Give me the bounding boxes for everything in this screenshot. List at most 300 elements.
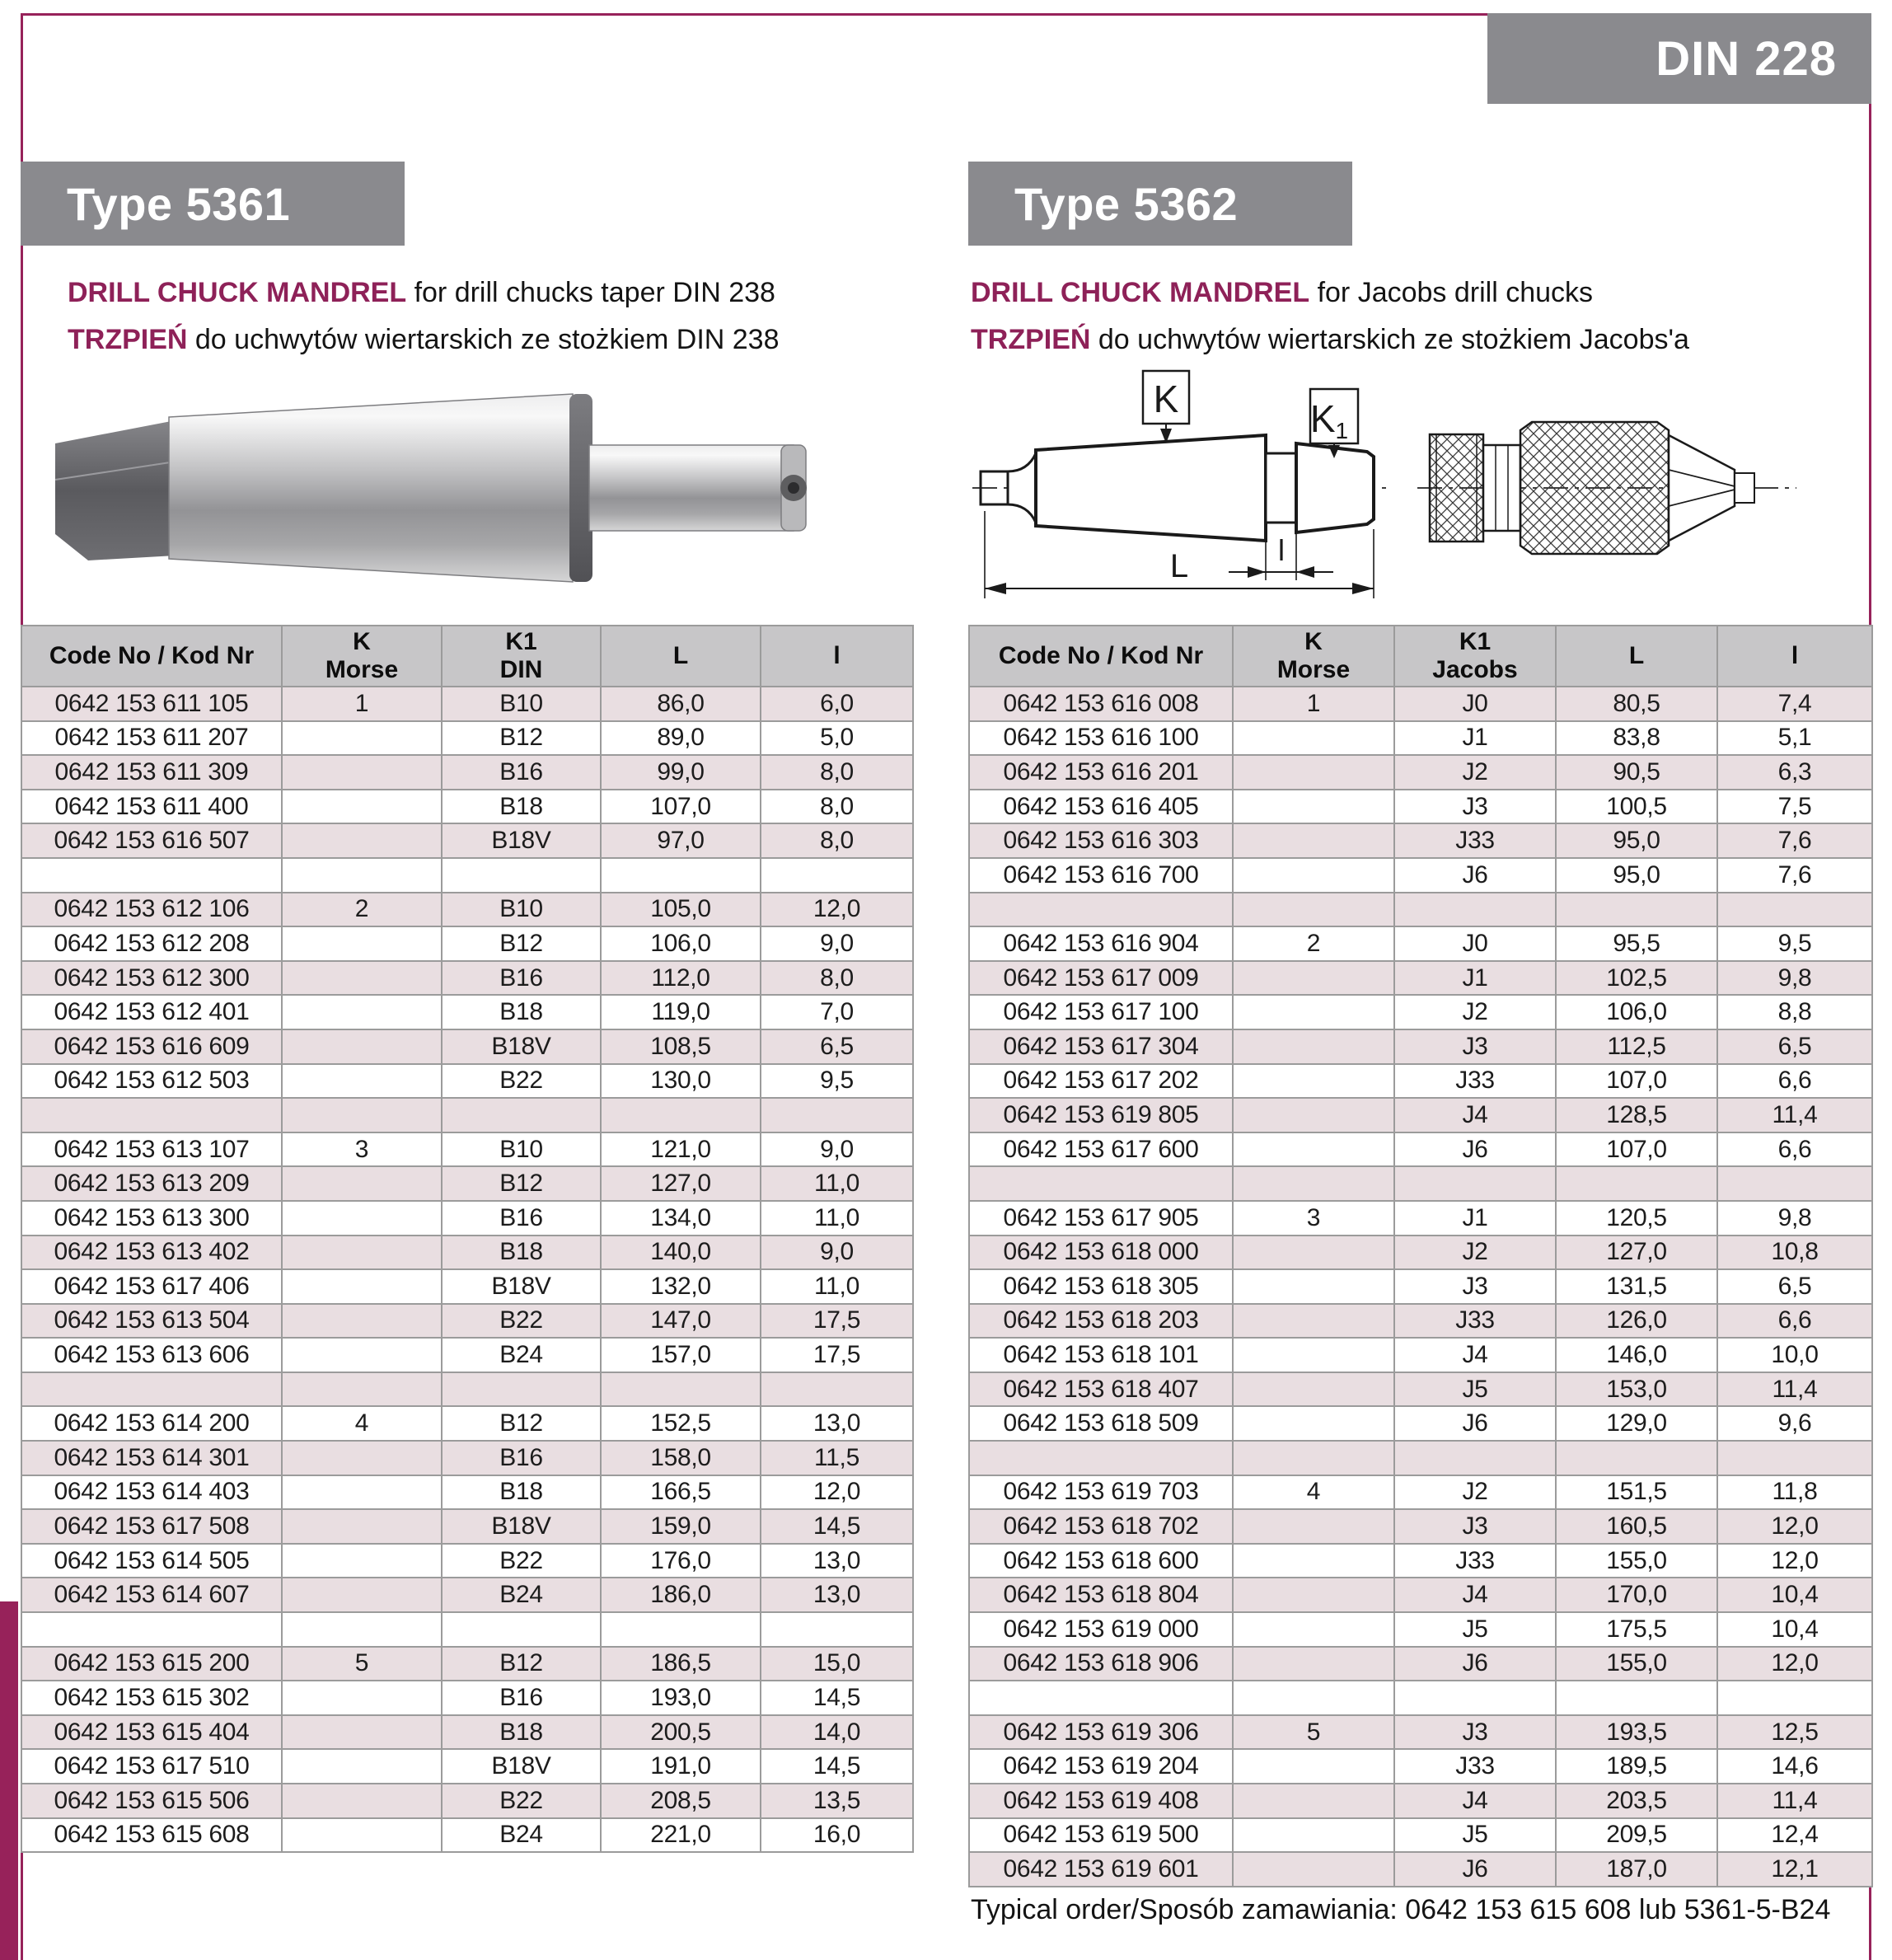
table-cell: J2 (1394, 995, 1556, 1029)
table-cell: B18V (442, 1749, 601, 1784)
table-cell: 83,8 (1556, 721, 1717, 756)
description-pl-left-rest: do uchwytów wiertarskich ze stożkiem DIN 238 (187, 324, 780, 355)
table-cell: 0642 153 616 008 (969, 687, 1233, 721)
table-cell (1233, 790, 1394, 824)
table-cell: 106,0 (1556, 995, 1717, 1029)
table-cell: J4 (1394, 1098, 1556, 1132)
table-row (969, 1406, 1872, 1441)
table-cell (1233, 1098, 1394, 1132)
table-cell (1556, 1166, 1717, 1201)
dim-l-text: l (1278, 533, 1285, 567)
table-cell (282, 1201, 442, 1236)
table-row (969, 721, 1872, 756)
table-cell: 10,4 (1717, 1578, 1872, 1612)
table-cell (1717, 893, 1872, 927)
table-cell: 13,0 (761, 1578, 913, 1612)
table-cell: 0642 153 616 904 (969, 926, 1233, 961)
table-cell: 86,0 (601, 687, 761, 721)
table-cell (601, 1372, 761, 1407)
table-cell (1233, 1612, 1394, 1647)
table-cell (1233, 1029, 1394, 1064)
table-cell: 0642 153 617 304 (969, 1029, 1233, 1064)
table-cell (282, 1372, 442, 1407)
diagram-neck (1266, 453, 1296, 523)
table-cell: 176,0 (601, 1544, 761, 1578)
table-cell: 12,5 (1717, 1715, 1872, 1750)
chuck-collar (1483, 445, 1520, 531)
table-cell (1233, 961, 1394, 996)
table-row (21, 1681, 913, 1715)
table-cell: B12 (442, 1647, 601, 1681)
table-cell: 4 (1233, 1475, 1394, 1510)
table-cell: J3 (1394, 1269, 1556, 1304)
description-en-left (68, 277, 775, 309)
table-cell (21, 858, 282, 893)
table-cell: B10 (442, 1132, 601, 1167)
table-cell: 5 (282, 1647, 442, 1681)
table-cell: 112,0 (601, 961, 761, 996)
table-cell (1394, 1681, 1556, 1715)
table-cell: B18V (442, 1509, 601, 1544)
chuck-tip (1735, 473, 1754, 503)
table-cell: 152,5 (601, 1406, 761, 1441)
table-row (969, 1475, 1872, 1510)
table-cell (601, 1612, 761, 1647)
description-en-right-rest: for Jacobs drill chucks (1309, 277, 1594, 308)
table-cell (761, 858, 913, 893)
frame-line-top (21, 13, 1487, 16)
table-cell: B22 (442, 1784, 601, 1818)
table-cell: 127,0 (601, 1166, 761, 1201)
table-row (969, 1132, 1872, 1167)
table-cell: 11,0 (761, 1166, 913, 1201)
table-cell (1233, 1338, 1394, 1372)
table-cell (282, 995, 442, 1029)
label-k (1143, 371, 1189, 443)
table-cell: B12 (442, 721, 601, 756)
table-cell: J0 (1394, 687, 1556, 721)
table-row (969, 961, 1872, 996)
description-en-right-lead: DRILL CHUCK MANDREL (971, 277, 1310, 308)
table-row (21, 721, 913, 756)
table-cell: 0642 153 612 300 (21, 961, 282, 996)
table-cell: 158,0 (601, 1441, 761, 1475)
description-pl-right-rest: do uchwytów wiertarskich ze stożkiem Jacobs'a (1090, 324, 1689, 355)
table-cell: 8,0 (761, 755, 913, 790)
table-cell: J1 (1394, 961, 1556, 996)
table-cell: 186,5 (601, 1647, 761, 1681)
table-cell (442, 858, 601, 893)
table-cell: B24 (442, 1578, 601, 1612)
column-header: Code No / Kod Nr (21, 626, 282, 687)
table-cell: 99,0 (601, 755, 761, 790)
table-cell (1233, 755, 1394, 790)
table-cell: 0642 153 615 200 (21, 1647, 282, 1681)
table-row (969, 1029, 1872, 1064)
column-header: L (1556, 626, 1717, 687)
table-row (21, 926, 913, 961)
table-cell: B18 (442, 995, 601, 1029)
table-cell: 147,0 (601, 1304, 761, 1339)
table-row (969, 1372, 1872, 1407)
table-cell: 12,4 (1717, 1818, 1872, 1853)
table-cell: 13,0 (761, 1544, 913, 1578)
table-cell: 0642 153 618 101 (969, 1338, 1233, 1372)
table-cell: 9,8 (1717, 961, 1872, 996)
table-cell (282, 721, 442, 756)
table-cell: J1 (1394, 1201, 1556, 1236)
table-cell: 0642 153 618 906 (969, 1647, 1233, 1681)
table-cell (282, 1029, 442, 1064)
table-cell: B18 (442, 1236, 601, 1270)
table-cell: 200,5 (601, 1715, 761, 1750)
table-cell: 0642 153 619 500 (969, 1818, 1233, 1853)
table-cell: 9,0 (761, 1132, 913, 1167)
table-cell: 8,8 (1717, 995, 1872, 1029)
table-row (969, 1715, 1872, 1750)
table-cell: 95,0 (1556, 858, 1717, 893)
table-cell: J33 (1394, 823, 1556, 858)
table-cell: 0642 153 618 000 (969, 1236, 1233, 1270)
table-cell: J5 (1394, 1372, 1556, 1407)
table-row (969, 1304, 1872, 1339)
table-cell (1233, 1681, 1394, 1715)
table-cell: 131,5 (1556, 1269, 1717, 1304)
table-cell: B18V (442, 1269, 601, 1304)
table-row (969, 858, 1872, 893)
table-cell (761, 1372, 913, 1407)
table-row (969, 1269, 1872, 1304)
table-cell: 14,5 (761, 1509, 913, 1544)
table-cell: B12 (442, 1406, 601, 1441)
table-cell (1556, 893, 1717, 927)
table-cell: B12 (442, 1166, 601, 1201)
table-cell (282, 823, 442, 858)
table-cell: 9,0 (761, 1236, 913, 1270)
table-row (21, 1064, 913, 1099)
table-cell: 0642 153 611 400 (21, 790, 282, 824)
table-cell: 8,0 (761, 961, 913, 996)
table-cell: 0642 153 617 009 (969, 961, 1233, 996)
table-cell: 9,8 (1717, 1201, 1872, 1236)
description-pl-left (68, 324, 780, 356)
table-cell: J2 (1394, 755, 1556, 790)
table-cell: 10,8 (1717, 1236, 1872, 1270)
table-row (21, 1338, 913, 1372)
table-cell: 209,5 (1556, 1818, 1717, 1853)
table-cell: 221,0 (601, 1818, 761, 1853)
table-cell (282, 1612, 442, 1647)
table-cell: 0642 153 619 805 (969, 1098, 1233, 1132)
column-header: l (761, 626, 913, 687)
table-cell (1233, 1544, 1394, 1578)
table-cell: 16,0 (761, 1818, 913, 1853)
table-cell (282, 1544, 442, 1578)
table-cell: 159,0 (601, 1509, 761, 1544)
table-cell: 0642 153 618 804 (969, 1578, 1233, 1612)
table-cell: 170,0 (1556, 1578, 1717, 1612)
table-cell (761, 1098, 913, 1132)
table-cell: 0642 153 616 303 (969, 823, 1233, 858)
table-row (969, 1749, 1872, 1784)
table-cell: 9,5 (1717, 926, 1872, 961)
table-cell (1233, 1441, 1394, 1475)
table-cell (282, 1475, 442, 1510)
table-row (21, 1544, 913, 1578)
column-header: K1 DIN (442, 626, 601, 687)
table-cell: 15,0 (761, 1647, 913, 1681)
table-row (21, 1509, 913, 1544)
table-cell (21, 1372, 282, 1407)
table-cell: B18 (442, 1475, 601, 1510)
table-cell: 17,5 (761, 1304, 913, 1339)
table-cell (969, 1166, 1233, 1201)
table-cell: 5 (1233, 1715, 1394, 1750)
table-cell: 189,5 (1556, 1749, 1717, 1784)
table-cell: 11,4 (1717, 1784, 1872, 1818)
table-cell: 9,5 (761, 1064, 913, 1099)
table-cell: 0642 153 617 905 (969, 1201, 1233, 1236)
table-cell: 6,6 (1717, 1132, 1872, 1167)
table-cell: 6,3 (1717, 755, 1872, 790)
table-cell: J2 (1394, 1475, 1556, 1510)
table-cell: B10 (442, 687, 601, 721)
table-cell: B16 (442, 1441, 601, 1475)
mandrel-photo-shapes (55, 394, 807, 582)
table-cell (1233, 1269, 1394, 1304)
table-cell: 17,5 (761, 1338, 913, 1372)
table-cell: 107,0 (1556, 1132, 1717, 1167)
table-cell (969, 893, 1233, 927)
table-cell (282, 1269, 442, 1304)
table-cell: 106,0 (601, 926, 761, 961)
table-cell: 80,5 (1556, 687, 1717, 721)
table-cell: J33 (1394, 1064, 1556, 1099)
table-cell: J6 (1394, 1132, 1556, 1167)
table-cell: 0642 153 619 000 (969, 1612, 1233, 1647)
table-cell: J3 (1394, 1509, 1556, 1544)
table-cell (1394, 1166, 1556, 1201)
table-cell: B18 (442, 1715, 601, 1750)
table-cell (282, 1681, 442, 1715)
table-cell: 12,0 (1717, 1544, 1872, 1578)
table-cell: 0642 153 618 600 (969, 1544, 1233, 1578)
table-cell: 0642 153 613 300 (21, 1201, 282, 1236)
table-cell (1233, 1818, 1394, 1853)
dim-l-right-arrow (1296, 566, 1314, 578)
table-row (21, 1475, 913, 1510)
diagram-stub (1296, 443, 1374, 532)
table-cell: 0642 153 612 208 (21, 926, 282, 961)
table-cell: 0642 153 618 203 (969, 1304, 1233, 1339)
table-cell: 102,5 (1556, 961, 1717, 996)
table-row (21, 790, 913, 824)
table-cell (442, 1612, 601, 1647)
table-cell (21, 1098, 282, 1132)
table-cell: 0642 153 617 202 (969, 1064, 1233, 1099)
table-cell: 3 (1233, 1201, 1394, 1236)
table-cell (1233, 1236, 1394, 1270)
table-cell: 1 (1233, 687, 1394, 721)
table-cell (1233, 1372, 1394, 1407)
table-row (21, 961, 913, 996)
table-cell: 0642 153 614 200 (21, 1406, 282, 1441)
table-row (21, 1236, 913, 1270)
table-cell (282, 1338, 442, 1372)
table-row (21, 893, 913, 927)
table-cell: 153,0 (1556, 1372, 1717, 1407)
table-cell: 14,0 (761, 1715, 913, 1750)
table-cell: 0642 153 616 405 (969, 790, 1233, 824)
table-cell: 14,5 (761, 1681, 913, 1715)
table-cell (1233, 1749, 1394, 1784)
typical-order-note: Typical order/Sposób zamawiania: 0642 153 615 608 lub 5361-5-B24 (971, 1894, 1831, 1925)
table-cell: 0642 153 614 607 (21, 1578, 282, 1612)
table-cell (1233, 823, 1394, 858)
table-cell: 0642 153 612 503 (21, 1064, 282, 1099)
chuck-diagram (1430, 422, 1754, 554)
table-cell (1233, 1304, 1394, 1339)
photo-center-hole (788, 482, 799, 494)
table-cell (1233, 1064, 1394, 1099)
column-header: l (1717, 626, 1872, 687)
table-cell: 187,0 (1556, 1852, 1717, 1887)
table-cell: 13,0 (761, 1406, 913, 1441)
column-header: K Morse (1233, 626, 1394, 687)
description-pl-right (971, 324, 1689, 356)
table-cell: 0642 153 614 403 (21, 1475, 282, 1510)
table-cell: 6,0 (761, 687, 913, 721)
table-row (969, 1544, 1872, 1578)
column-header: K Morse (282, 626, 442, 687)
table-cell: 9,0 (761, 926, 913, 961)
table-row (969, 995, 1872, 1029)
table-cell: 193,5 (1556, 1715, 1717, 1750)
table-cell: 160,5 (1556, 1509, 1717, 1544)
table-cell: J4 (1394, 1578, 1556, 1612)
table-cell: B18V (442, 823, 601, 858)
table-cell: 0642 153 613 402 (21, 1236, 282, 1270)
table-cell: 6,5 (1717, 1269, 1872, 1304)
spec-table-5361 (21, 625, 914, 1853)
table-cell: 7,0 (761, 995, 913, 1029)
spacer-row (969, 1681, 1872, 1715)
table-cell: 127,0 (1556, 1236, 1717, 1270)
table-cell: 132,0 (601, 1269, 761, 1304)
table-cell: 0642 153 617 100 (969, 995, 1233, 1029)
table-cell: J33 (1394, 1304, 1556, 1339)
table-cell: 2 (1233, 926, 1394, 961)
table-cell: J1 (1394, 721, 1556, 756)
table-cell: 5,0 (761, 721, 913, 756)
table-cell: 0642 153 619 306 (969, 1715, 1233, 1750)
table-cell (1233, 858, 1394, 893)
table-cell: 0642 153 615 506 (21, 1784, 282, 1818)
table-row (21, 1818, 913, 1853)
table-cell: 0642 153 613 209 (21, 1166, 282, 1201)
table-cell: 0642 153 611 105 (21, 687, 282, 721)
table-cell: 8,0 (761, 790, 913, 824)
table-cell: J33 (1394, 1749, 1556, 1784)
chuck-nose (1669, 435, 1735, 541)
table-cell (969, 1441, 1233, 1475)
table-row (969, 1236, 1872, 1270)
table-cell: J6 (1394, 1647, 1556, 1681)
table-cell: J4 (1394, 1784, 1556, 1818)
table-cell (1717, 1166, 1872, 1201)
mandrel-diagram (968, 364, 1871, 612)
table-cell: 1 (282, 687, 442, 721)
table-cell: 0642 153 615 302 (21, 1681, 282, 1715)
table-cell: 0642 153 619 408 (969, 1784, 1233, 1818)
table-row (21, 1749, 913, 1784)
table-cell: B22 (442, 1304, 601, 1339)
table-cell: J6 (1394, 1406, 1556, 1441)
table-header-row (21, 626, 913, 687)
table-cell: 186,0 (601, 1578, 761, 1612)
table-cell: 0642 153 617 406 (21, 1269, 282, 1304)
description-pl-left-lead: TRZPIEŃ (68, 324, 188, 355)
column-header: Code No / Kod Nr (969, 626, 1233, 687)
table-row (969, 1338, 1872, 1372)
table-cell: 166,5 (601, 1475, 761, 1510)
table-cell: 7,6 (1717, 858, 1872, 893)
table-cell (1233, 1509, 1394, 1544)
table-cell: 0642 153 619 601 (969, 1852, 1233, 1887)
table-cell: B24 (442, 1338, 601, 1372)
table-cell (601, 1098, 761, 1132)
table-cell: 0642 153 614 301 (21, 1441, 282, 1475)
table-row (969, 790, 1872, 824)
table-cell: 13,5 (761, 1784, 913, 1818)
table-row (969, 687, 1872, 721)
table-cell (1233, 995, 1394, 1029)
table-cell (1394, 1441, 1556, 1475)
table-cell: J33 (1394, 1544, 1556, 1578)
table-cell: 12,1 (1717, 1852, 1872, 1887)
table-row (21, 1578, 913, 1612)
table-row (969, 1852, 1872, 1887)
table-cell: 3 (282, 1132, 442, 1167)
table-cell: 0642 153 617 510 (21, 1749, 282, 1784)
table-cell: B16 (442, 1681, 601, 1715)
table-cell: 134,0 (601, 1201, 761, 1236)
dim-L-text: L (1169, 548, 1189, 584)
table-cell: 107,0 (1556, 1064, 1717, 1099)
table-cell: J3 (1394, 1029, 1556, 1064)
table-cell: 105,0 (601, 893, 761, 927)
table-cell: 157,0 (601, 1338, 761, 1372)
table-cell: 0642 153 616 100 (969, 721, 1233, 756)
table-cell (969, 1681, 1233, 1715)
table-cell: 10,4 (1717, 1612, 1872, 1647)
table-cell: 0642 153 613 606 (21, 1338, 282, 1372)
description-en-left-lead: DRILL CHUCK MANDREL (68, 277, 407, 308)
table-cell: 128,5 (1556, 1098, 1717, 1132)
table-cell: 0642 153 619 204 (969, 1749, 1233, 1784)
table-cell: 0642 153 617 600 (969, 1132, 1233, 1167)
table-cell: 97,0 (601, 823, 761, 858)
table-cell (1717, 1681, 1872, 1715)
table-cell: J5 (1394, 1818, 1556, 1853)
table-cell: 95,0 (1556, 823, 1717, 858)
table-cell (1717, 1441, 1872, 1475)
chuck-knurl-small (1430, 434, 1483, 542)
table-cell (282, 1578, 442, 1612)
table-row (969, 1612, 1872, 1647)
table-row (969, 1098, 1872, 1132)
table-cell: 130,0 (601, 1064, 761, 1099)
